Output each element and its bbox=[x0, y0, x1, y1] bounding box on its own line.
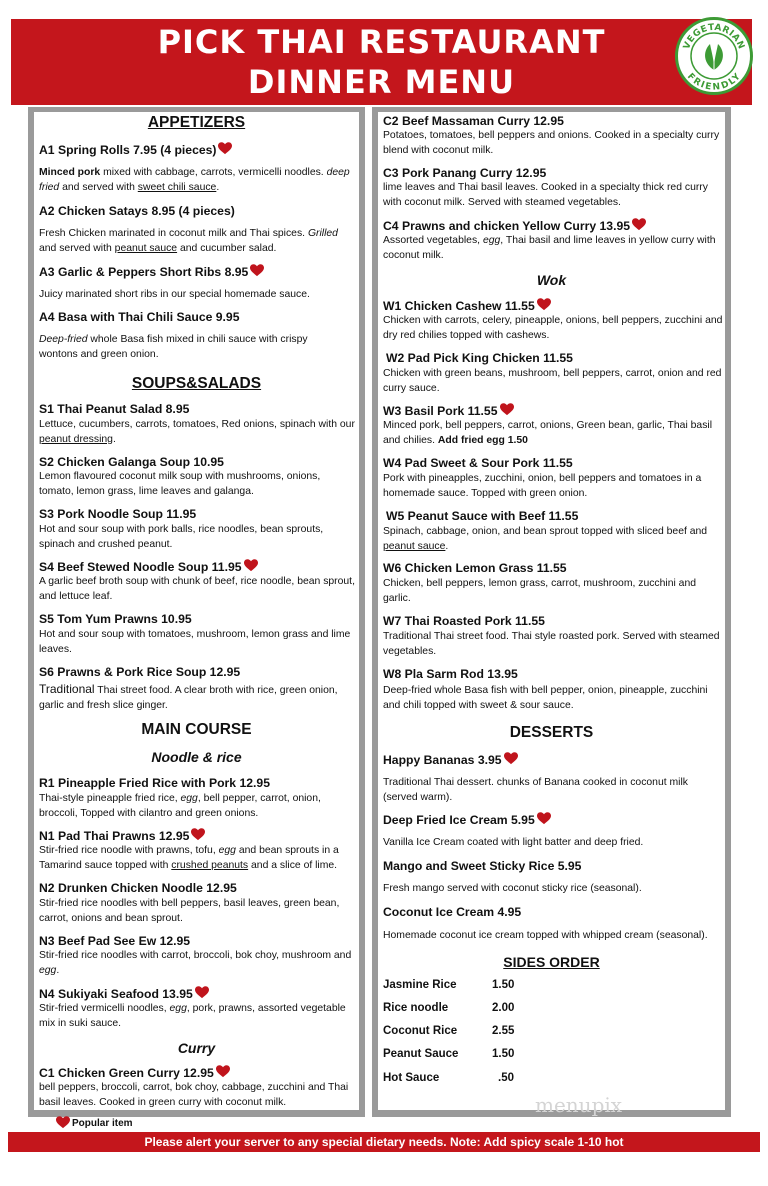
item-c3-name: C3 Pork Panang Curry 12.95 bbox=[383, 166, 547, 180]
side-price: 2.00 bbox=[492, 1002, 515, 1014]
item-c3-desc: lime leaves and Thai basil leaves. Cooked in a specialty thick red curry with coconut milk. Served with steamed vegetables. bbox=[383, 182, 708, 208]
side-name: Coconut Rice bbox=[383, 1025, 458, 1037]
item-w1-name: W1 Chicken Cashew 11.55 bbox=[383, 298, 551, 313]
soups-salads-heading: SOUPS&SALADS bbox=[131, 375, 262, 392]
item-c2-desc: Potatoes, tomatoes, bell peppers and onions. Cooked in a specialty curry blend with coconut milk. bbox=[383, 130, 720, 156]
item-w7-desc: Traditional Thai street food. Thai style roasted pork. Served with steamed vegetables. bbox=[383, 631, 720, 657]
badge-bottom-text: FRIENDLY bbox=[684, 71, 744, 92]
leaf-icon bbox=[705, 44, 723, 70]
popular-item-legend: Popular item bbox=[72, 1118, 133, 1129]
menu-title: DINNER MENU bbox=[247, 63, 516, 101]
heart-icon bbox=[216, 1065, 230, 1078]
item-s4-name: S4 Beef Stewed Noodle Soup 11.95 bbox=[39, 559, 258, 574]
item-n2-name: N2 Drunken Chicken Noodle 12.95 bbox=[39, 881, 237, 895]
item-s1-name: S1 Thai Peanut Salad 8.95 bbox=[39, 402, 190, 416]
item-a3-desc: Juicy marinated short ribs in our special homemade sauce. bbox=[39, 289, 310, 300]
heart-icon bbox=[244, 559, 258, 572]
svg-text:FRIENDLY bbox=[685, 72, 743, 92]
heart-icon bbox=[500, 403, 514, 416]
item-c1-name: C1 Chicken Green Curry 12.95 bbox=[39, 1065, 230, 1080]
item-r1-desc: Thai-style pineapple fried rice, egg, bell pepper, carrot, onion, broccoli, Topped with cilantro and green onions. bbox=[39, 793, 321, 819]
item-c2-name: C2 Beef Massaman Curry 12.95 bbox=[383, 114, 564, 128]
vegetarian-friendly-badge bbox=[675, 17, 753, 95]
main-course-heading: MAIN COURSE bbox=[141, 721, 252, 738]
item-a1-name: A1 Spring Rolls 7.95 (4 pieces) bbox=[39, 142, 232, 157]
desserts-heading: DESSERTS bbox=[509, 724, 594, 741]
item-s4-desc: A garlic beef broth soup with chunk of beef, rice noodle, bean sprout, and lettuce leaf. bbox=[39, 576, 355, 602]
svg-text:VEGETARIAN bbox=[682, 23, 746, 51]
item-c4-desc: Assorted vegetables, egg, Thai basil and lime leaves in yellow curry with coconut milk. bbox=[383, 235, 716, 261]
item-s5-desc: Hot and sour soup with tomatoes, mushroom, lemon grass and lime leaves. bbox=[39, 629, 351, 655]
item-d2-name: Deep Fried Ice Cream 5.95 bbox=[383, 812, 551, 827]
side-price: 2.55 bbox=[492, 1025, 515, 1037]
item-n4-name: N4 Sukiyaki Seafood 13.95 bbox=[39, 986, 209, 1001]
side-price: .50 bbox=[498, 1072, 514, 1084]
item-w3-name: W3 Basil Pork 11.55 bbox=[383, 403, 514, 418]
item-s6-desc: Traditional Thai street food. A clear broth with rice, green onion, garlic and fresh slice ginger. bbox=[39, 682, 338, 711]
side-name: Jasmine Rice bbox=[383, 979, 457, 991]
item-w1-desc: Chicken with carrots, celery, pineapple, onions, bell peppers, zucchini and dry red chilies topped with cashews. bbox=[383, 315, 723, 341]
watermark: menupix bbox=[535, 1093, 623, 1117]
sides-order-heading: SIDES ORDER bbox=[503, 954, 600, 970]
item-w8-name: W8 Pla Sarm Rod 13.95 bbox=[383, 667, 518, 681]
heart-icon bbox=[504, 752, 518, 765]
heart-icon bbox=[191, 828, 205, 841]
item-n1-desc: Stir-fried rice noodle with prawns, tofu, egg and bean sprouts in a Tamarind sauce topped with crushed peanuts and a slice of lime. bbox=[39, 845, 339, 871]
footer-dietary-note: Please alert your server to any special dietary needs. Note: Add spicy scale 1-10 hot bbox=[8, 1132, 760, 1152]
curry-heading: Curry bbox=[177, 1040, 216, 1056]
heart-icon bbox=[56, 1116, 70, 1129]
side-name: Peanut Sauce bbox=[383, 1048, 459, 1060]
item-s2-desc: Lemon flavoured coconut milk soup with mushrooms, onions, tomato, lemon grass, lime leaves and galanga. bbox=[39, 471, 321, 497]
heart-icon bbox=[632, 218, 646, 231]
item-n3-desc: Stir-fried rice noodles with carrot, broccoli, bok choy, mushroom and egg. bbox=[39, 950, 352, 976]
item-w3-desc: Minced pork, bell peppers, carrot, onions, Green bean, garlic, Thai basil and chilies. Add fried egg 1.50 bbox=[383, 420, 713, 446]
item-d4-name: Coconut Ice Cream 4.95 bbox=[383, 905, 522, 919]
heart-icon bbox=[195, 986, 209, 999]
item-w5-name: W5 Peanut Sauce with Beef 11.55 bbox=[386, 509, 579, 523]
side-name: Hot Sauce bbox=[383, 1072, 440, 1084]
appetizers-heading: APPETIZERS bbox=[147, 114, 246, 131]
item-d3-desc: Fresh mango served with coconut sticky rice (seasonal). bbox=[383, 883, 642, 894]
badge-top-text: VEGETARIAN bbox=[681, 22, 747, 51]
item-n4-desc: Stir-fried vermicelli noodles, egg, pork, prawns, assorted vegetable mix in suki sauce. bbox=[39, 1003, 346, 1029]
item-d1-desc: Traditional Thai dessert. chunks of Banana cooked in coconut milk (served warm). bbox=[383, 777, 688, 803]
item-w8-desc: Deep-fried whole Basa fish with bell pepper, onion, pineapple, zucchini and chili topped with sweet & sour sauce. bbox=[383, 685, 708, 711]
item-s2-name: S2 Chicken Galanga Soup 10.95 bbox=[39, 455, 224, 469]
item-a2-desc: Fresh Chicken marinated in coconut milk and Thai spices. Grilled and served with peanut sauce and cucumber salad. bbox=[39, 228, 338, 254]
item-r1-name: R1 Pineapple Fried Rice with Pork 12.95 bbox=[39, 776, 270, 790]
item-n1-name: N1 Pad Thai Prawns 12.95 bbox=[39, 828, 205, 843]
wok-heading: Wok bbox=[536, 272, 567, 288]
heart-icon bbox=[218, 142, 232, 155]
item-w6-name: W6 Chicken Lemon Grass 11.55 bbox=[383, 561, 567, 575]
restaurant-title: PICK THAI RESTAURANT bbox=[157, 23, 606, 61]
item-d1-name: Happy Bananas 3.95 bbox=[383, 752, 518, 767]
side-name: Rice noodle bbox=[383, 1002, 449, 1014]
item-w2-desc: Chicken with green beans, mushroom, bell peppers, carrot, onion and red curry sauce. bbox=[383, 368, 722, 394]
heart-icon bbox=[537, 812, 551, 825]
item-w2-name: W2 Pad Pick King Chicken 11.55 bbox=[386, 351, 573, 365]
item-d3-name: Mango and Sweet Sticky Rice 5.95 bbox=[383, 859, 582, 873]
noodle-rice-heading: Noodle & rice bbox=[151, 749, 242, 765]
item-s5-name: S5 Tom Yum Prawns 10.95 bbox=[39, 612, 192, 626]
item-d4-desc: Homemade coconut ice cream topped with whipped cream (seasonal). bbox=[383, 930, 708, 941]
item-s3-desc: Hot and sour soup with pork balls, rice noodles, bean sprouts, spinach and crushed peanut. bbox=[39, 524, 324, 550]
item-d2-desc: Vanilla Ice Cream coated with light batter and deep fried. bbox=[383, 837, 644, 848]
item-w7-name: W7 Thai Roasted Pork 11.55 bbox=[383, 614, 545, 628]
item-n2-desc: Stir-fried rice noodles with bell peppers, basil leaves, green bean, carrot, onions and bean sprout. bbox=[39, 898, 340, 924]
item-c4-name: C4 Prawns and chicken Yellow Curry 13.95 bbox=[383, 218, 646, 233]
item-w4-desc: Pork with pineapples, zucchini, onion, bell peppers and tomatoes in a homemade sauce. Topped with green onion. bbox=[383, 473, 702, 499]
item-w6-desc: Chicken, bell peppers, lemon grass, carrot, mushroom, zucchini and garlic. bbox=[383, 578, 697, 604]
item-a2-name: A2 Chicken Satays 8.95 (4 pieces) bbox=[39, 204, 235, 218]
side-price: 1.50 bbox=[492, 979, 515, 991]
item-a1-desc: Minced pork mixed with cabbage, carrots, vermicelli noodles. deep fried and served with sweet chili sauce. bbox=[39, 167, 350, 193]
item-s6-name: S6 Prawns & Pork Rice Soup 12.95 bbox=[39, 665, 241, 679]
item-s3-name: S3 Pork Noodle Soup 11.95 bbox=[39, 507, 197, 521]
item-s1-desc: Lettuce, cucumbers, carrots, tomatoes, Red onions, spinach with our peanut dressing. bbox=[39, 419, 355, 445]
menu-header bbox=[11, 19, 752, 105]
side-price: 1.50 bbox=[492, 1048, 515, 1060]
item-w4-name: W4 Pad Sweet & Sour Pork 11.55 bbox=[383, 456, 573, 470]
heart-icon bbox=[537, 298, 551, 311]
item-c1-desc: bell peppers, broccoli, carrot, bok choy, cabbage, zucchini and Thai basil leaves. Cooked in green curry with coconut milk. bbox=[39, 1082, 349, 1108]
item-a4-name: A4 Basa with Thai Chili Sauce 9.95 bbox=[39, 310, 240, 324]
item-a4-desc: Deep-fried whole Basa fish mixed in chili sauce with crispy wontons and green onion. bbox=[39, 334, 308, 360]
heart-icon bbox=[250, 264, 264, 277]
item-a3-name: A3 Garlic & Peppers Short Ribs 8.95 bbox=[39, 264, 264, 279]
item-n3-name: N3 Beef Pad See Ew 12.95 bbox=[39, 934, 191, 948]
item-w5-desc: Spinach, cabbage, onion, and bean sprout topped with sliced beef and peanut sauce. bbox=[383, 526, 708, 552]
